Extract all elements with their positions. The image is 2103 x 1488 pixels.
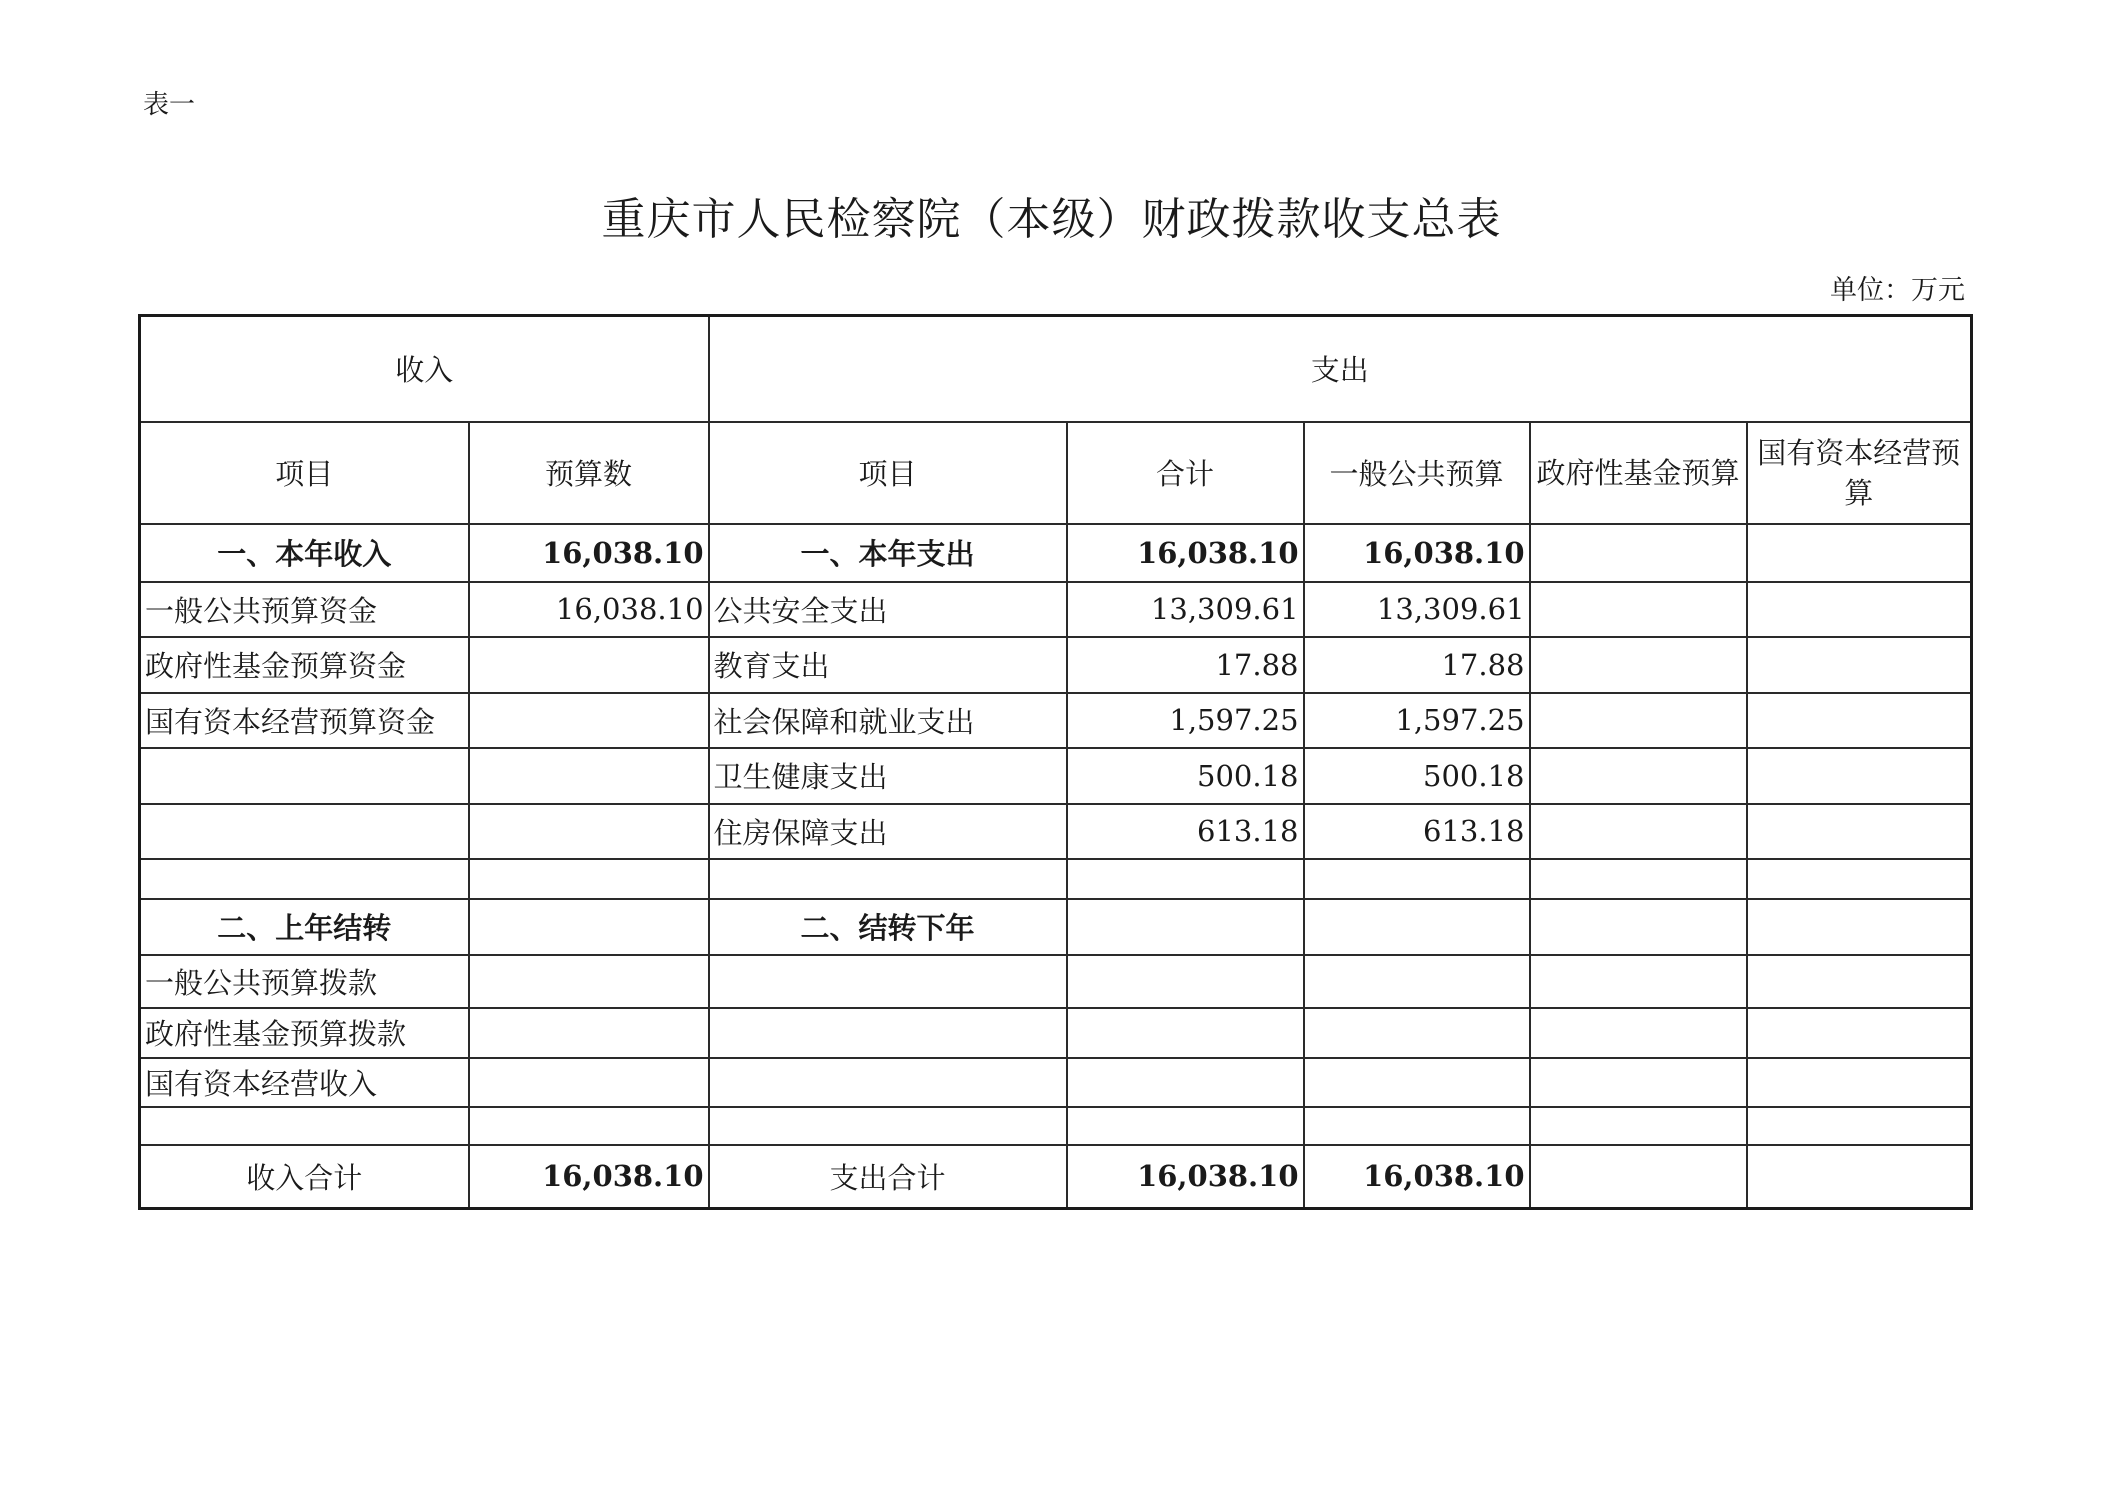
fund-budget-cell (1530, 1058, 1747, 1107)
income-value-cell: 16,038.10 (469, 524, 709, 582)
income-item-cell: 一般公共预算拨款 (140, 955, 469, 1008)
income-item-cell (140, 804, 469, 859)
general-budget-cell: 1,597.25 (1304, 693, 1530, 748)
fund-budget-cell (1530, 582, 1747, 637)
income-value-cell: 16,038.10 (469, 1145, 709, 1209)
state-capital-cell (1747, 804, 1972, 859)
expenditure-item-cell: 社会保障和就业支出 (709, 693, 1067, 748)
header-row-columns (140, 422, 1972, 524)
table-row (140, 748, 1972, 804)
fund-budget-cell (1530, 955, 1747, 1008)
fund-budget-cell (1530, 1145, 1747, 1209)
income-item-cell: 收入合计 (140, 1145, 469, 1209)
fund-budget-cell (1530, 693, 1747, 748)
table-row (140, 1058, 1972, 1107)
expenditure-item-cell: 二、结转下年 (709, 899, 1067, 955)
expenditure-total-cell (1067, 955, 1304, 1008)
income-header: 收入 (140, 316, 709, 422)
expenditure-header: 支出 (709, 316, 1972, 422)
expenditure-total-cell: 16,038.10 (1067, 524, 1304, 582)
expenditure-item-cell (709, 1008, 1067, 1058)
expenditure-item-header: 项目 (709, 422, 1067, 524)
income-value-cell (469, 899, 709, 955)
general-budget-header: 一般公共预算 (1304, 422, 1530, 524)
state-capital-cell (1747, 748, 1972, 804)
income-item-cell: 一般公共预算资金 (140, 582, 469, 637)
expenditure-item-cell (709, 1107, 1067, 1145)
general-budget-cell: 500.18 (1304, 748, 1530, 804)
table-row (140, 524, 1972, 582)
state-capital-cell (1747, 955, 1972, 1008)
general-budget-cell (1304, 1107, 1530, 1145)
fund-budget-cell (1530, 1107, 1747, 1145)
expenditure-total-cell: 1,597.25 (1067, 693, 1304, 748)
expenditure-total-header: 合计 (1067, 422, 1304, 524)
general-budget-cell: 13,309.61 (1304, 582, 1530, 637)
expenditure-total-cell: 613.18 (1067, 804, 1304, 859)
expenditure-item-cell (709, 859, 1067, 899)
state-capital-cell (1747, 859, 1972, 899)
expenditure-total-cell: 16,038.10 (1067, 1145, 1304, 1209)
table-label: 表一 (143, 90, 196, 120)
table-row (140, 1145, 1972, 1209)
income-item-cell (140, 1107, 469, 1145)
income-item-cell: 二、上年结转 (140, 899, 469, 955)
budget-table (138, 314, 1973, 1210)
expenditure-item-cell: 支出合计 (709, 1145, 1067, 1209)
income-budget-header: 预算数 (469, 422, 709, 524)
income-value-cell (469, 804, 709, 859)
income-value-cell (469, 859, 709, 899)
general-budget-cell (1304, 955, 1530, 1008)
expenditure-item-cell: 教育支出 (709, 637, 1067, 693)
state-capital-cell (1747, 1058, 1972, 1107)
expenditure-item-cell (709, 955, 1067, 1008)
state-capital-header: 国有资本经营预算 (1747, 422, 1972, 524)
general-budget-cell (1304, 1008, 1530, 1058)
income-value-cell (469, 955, 709, 1008)
income-item-cell: 国有资本经营收入 (140, 1058, 469, 1107)
header-row-group (140, 316, 1972, 422)
income-value-cell (469, 1107, 709, 1145)
table-row (140, 804, 1972, 859)
fund-budget-cell (1530, 748, 1747, 804)
income-item-cell (140, 859, 469, 899)
fund-budget-cell (1530, 899, 1747, 955)
state-capital-cell (1747, 1008, 1972, 1058)
table-row (140, 1107, 1972, 1145)
income-value-cell (469, 748, 709, 804)
expenditure-total-cell (1067, 1107, 1304, 1145)
general-budget-cell (1304, 899, 1530, 955)
fund-budget-cell (1530, 1008, 1747, 1058)
table-row (140, 899, 1972, 955)
general-budget-cell: 613.18 (1304, 804, 1530, 859)
state-capital-cell (1747, 693, 1972, 748)
table-row (140, 693, 1972, 748)
income-item-cell: 政府性基金预算资金 (140, 637, 469, 693)
income-item-header: 项目 (140, 422, 469, 524)
income-item-cell: 国有资本经营预算资金 (140, 693, 469, 748)
state-capital-cell (1747, 524, 1972, 582)
state-capital-cell (1747, 899, 1972, 955)
expenditure-total-cell (1067, 1008, 1304, 1058)
table-row (140, 955, 1972, 1008)
expenditure-total-cell (1067, 1058, 1304, 1107)
expenditure-item-cell: 一、本年支出 (709, 524, 1067, 582)
income-value-cell (469, 1058, 709, 1107)
income-item-cell: 一、本年收入 (140, 524, 469, 582)
general-budget-cell (1304, 1058, 1530, 1107)
income-item-cell: 政府性基金预算拨款 (140, 1008, 469, 1058)
expenditure-item-cell: 公共安全支出 (709, 582, 1067, 637)
fund-budget-cell (1530, 859, 1747, 899)
state-capital-cell (1747, 637, 1972, 693)
expenditure-total-cell (1067, 899, 1304, 955)
table-row (140, 1008, 1972, 1058)
income-item-cell (140, 748, 469, 804)
state-capital-cell (1747, 582, 1972, 637)
fund-budget-header: 政府性基金预算 (1530, 422, 1747, 524)
income-value-cell (469, 693, 709, 748)
expenditure-total-cell (1067, 859, 1304, 899)
general-budget-cell (1304, 859, 1530, 899)
general-budget-cell: 16,038.10 (1304, 1145, 1530, 1209)
income-value-cell (469, 637, 709, 693)
expenditure-item-cell: 住房保障支出 (709, 804, 1067, 859)
expenditure-item-cell (709, 1058, 1067, 1107)
expenditure-total-cell: 500.18 (1067, 748, 1304, 804)
expenditure-total-cell: 13,309.61 (1067, 582, 1304, 637)
state-capital-cell (1747, 1107, 1972, 1145)
table-row (140, 859, 1972, 899)
expenditure-total-cell: 17.88 (1067, 637, 1304, 693)
general-budget-cell: 16,038.10 (1304, 524, 1530, 582)
unit-label: 单位：万元 (1830, 275, 1965, 306)
general-budget-cell: 17.88 (1304, 637, 1530, 693)
fund-budget-cell (1530, 804, 1747, 859)
page-title: 重庆市人民检察院（本级）财政拨款收支总表 (601, 194, 1502, 245)
fund-budget-cell (1530, 524, 1747, 582)
table-row (140, 582, 1972, 637)
income-value-cell: 16,038.10 (469, 582, 709, 637)
income-value-cell (469, 1008, 709, 1058)
state-capital-cell (1747, 1145, 1972, 1209)
table-row (140, 637, 1972, 693)
expenditure-item-cell: 卫生健康支出 (709, 748, 1067, 804)
fund-budget-cell (1530, 637, 1747, 693)
